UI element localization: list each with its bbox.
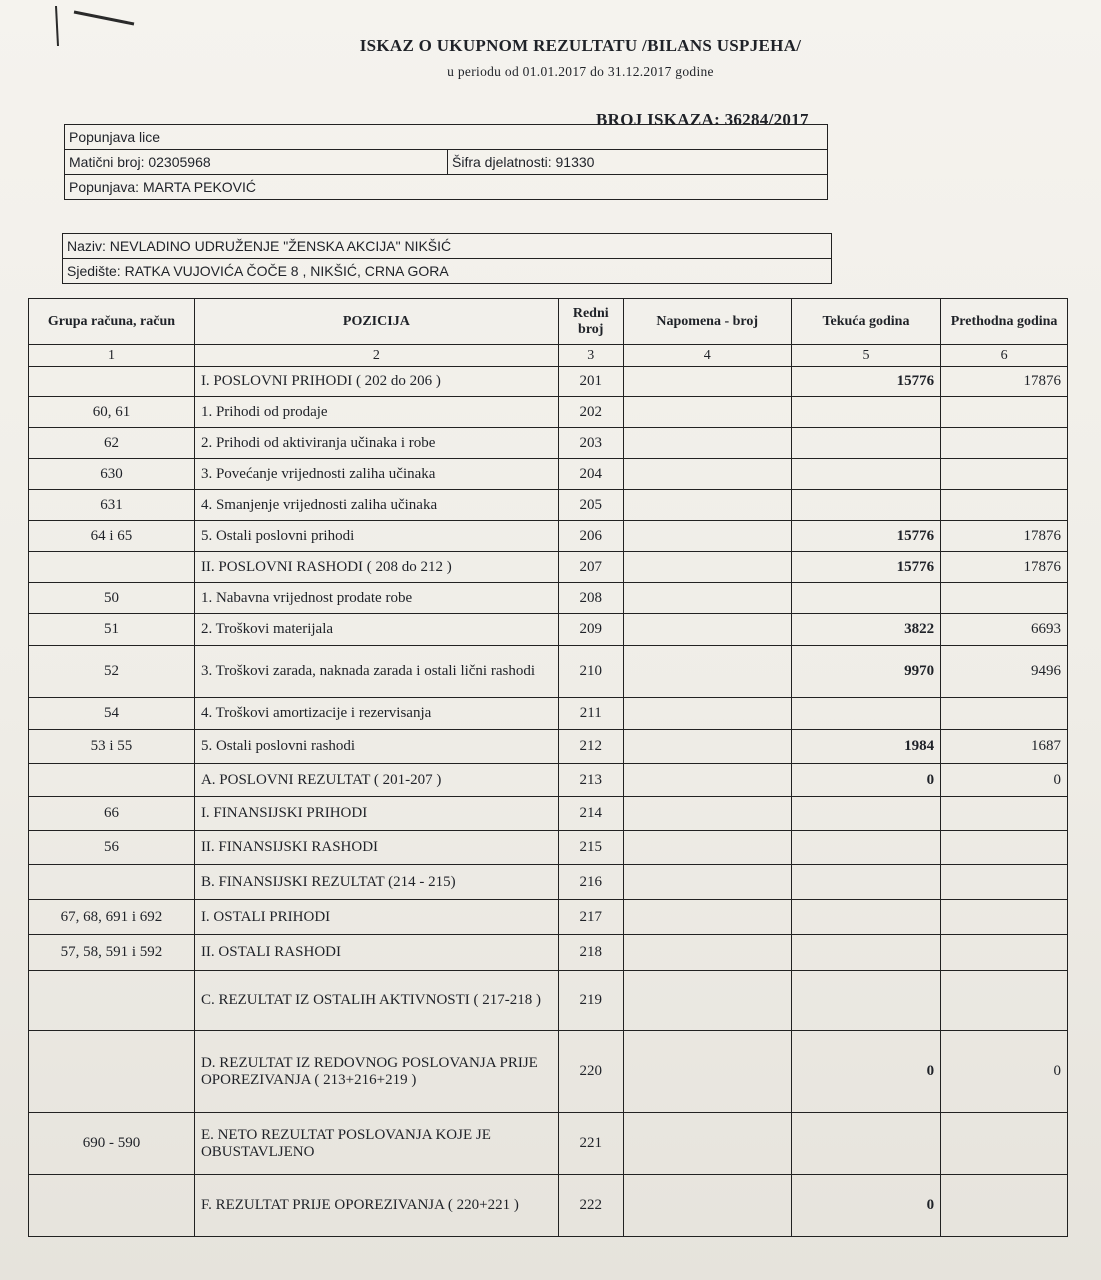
cell-napomena [623,428,791,459]
cell-pozicija: I. FINANSIJSKI PRIHODI [194,797,558,831]
cell-prethodna [941,428,1068,459]
column-number-row [29,345,1068,367]
cell-grupa: 631 [29,490,195,521]
cell-tekuca: 15776 [791,521,940,552]
cell-redni: 218 [558,935,623,971]
cell-redni: 204 [558,459,623,490]
report-period: u periodu od 01.01.2017 do 31.12.2017 godine [447,64,714,79]
cell-redni: 209 [558,614,623,646]
cell-tekuca [791,459,940,490]
cell-grupa [29,1175,195,1237]
sjediste-row [63,259,831,283]
table-row [29,490,1068,521]
cell-redni: 207 [558,552,623,583]
cell-prethodna [941,971,1068,1031]
cell-pozicija: A. POSLOVNI REZULTAT ( 201-207 ) [194,764,558,797]
cell-pozicija: 2. Prihodi od aktiviranja učinaka i robe [194,428,558,459]
cell-prethodna: 6693 [941,614,1068,646]
cell-napomena [623,552,791,583]
cell-pozicija: E. NETO REZULTAT POSLOVANJA KOJE JE OBUSTAVLJENO [194,1113,558,1175]
cell-grupa: 66 [29,797,195,831]
cell-redni: 220 [558,1031,623,1113]
cell-napomena [623,935,791,971]
cell-napomena [623,1113,791,1175]
cell-napomena [623,831,791,865]
cell-tekuca: 9970 [791,646,940,698]
table-row [29,646,1068,698]
table-row [29,900,1068,935]
cell-redni: 222 [558,1175,623,1237]
cell-tekuca [791,1113,940,1175]
cell-prethodna [941,583,1068,614]
cell-redni: 214 [558,797,623,831]
cell-redni: 221 [558,1113,623,1175]
cell-redni: 203 [558,428,623,459]
cell-pozicija: 3. Povećanje vrijednosti zaliha učinaka [194,459,558,490]
cell-pozicija: II. FINANSIJSKI RASHODI [194,831,558,865]
cell-tekuca [791,971,940,1031]
cell-napomena [623,490,791,521]
cell-pozicija: F. REZULTAT PRIJE OPOREZIVANJA ( 220+221 ) [194,1175,558,1237]
cell-napomena [623,367,791,397]
organization-box [62,233,832,284]
cell-prethodna [941,1175,1068,1237]
cell-grupa: 690 - 590 [29,1113,195,1175]
cell-pozicija: 5. Ostali poslovni prihodi [194,521,558,552]
cell-tekuca [791,698,940,730]
cell-napomena [623,730,791,764]
cell-pozicija: C. REZULTAT IZ OSTALIH AKTIVNOSTI ( 217-218 ) [194,971,558,1031]
cell-prethodna [941,459,1068,490]
organization-name: Naziv: NEVLADINO UDRUŽENJE "ŽENSKA AKCIJA" NIKŠIĆ [67,238,452,254]
col-number: 2 [194,345,558,367]
popunjava-name: Popunjava: MARTA PEKOVIĆ [69,179,257,195]
maticni-broj: Matični broj: 02305968 [69,154,211,170]
cell-redni: 208 [558,583,623,614]
cell-napomena [623,900,791,935]
cell-grupa: 51 [29,614,195,646]
col-number: 3 [558,345,623,367]
cell-pozicija: 4. Troškovi amortizacije i rezervisanja [194,698,558,730]
cell-prethodna [941,1113,1068,1175]
table-row [29,935,1068,971]
header-pozicija: POZICIJA [194,299,558,345]
cell-pozicija: 5. Ostali poslovni rashodi [194,730,558,764]
cell-grupa: 67, 68, 691 i 692 [29,900,195,935]
table-row [29,367,1068,397]
table-header-row [29,299,1068,345]
col-number: 1 [29,345,195,367]
cell-tekuca: 1984 [791,730,940,764]
cell-grupa: 57, 58, 591 i 592 [29,935,195,971]
cell-tekuca [791,490,940,521]
cell-prethodna [941,831,1068,865]
popunjava-lice-row [65,125,827,150]
cell-redni: 212 [558,730,623,764]
cell-prethodna: 17876 [941,367,1068,397]
cell-prethodna [941,865,1068,900]
cell-pozicija: 1. Prihodi od prodaje [194,397,558,428]
popunjava-row [65,175,827,199]
table-row [29,730,1068,764]
cell-tekuca [791,865,940,900]
cell-pozicija: 2. Troškovi materijala [194,614,558,646]
cell-redni: 213 [558,764,623,797]
table-row [29,797,1068,831]
report-number: BROJ ISKAZA: 36284/2017 [596,110,809,129]
organization-address: Sjedište: RATKA VUJOVIĆA ČOČE 8 , NIKŠIĆ, CRNA GORA [67,263,449,279]
cell-tekuca: 0 [791,764,940,797]
cell-tekuca [791,900,940,935]
cell-redni: 201 [558,367,623,397]
report-header [0,36,1101,80]
table-body [29,367,1068,1237]
cell-redni: 217 [558,900,623,935]
naziv-row [63,234,831,259]
cell-napomena [623,459,791,490]
cell-tekuca [791,428,940,459]
cell-pozicija: II. POSLOVNI RASHODI ( 208 do 212 ) [194,552,558,583]
cell-prethodna: 0 [941,764,1068,797]
cell-napomena [623,614,791,646]
header-napomena: Napomena - broj [623,299,791,345]
cell-tekuca [791,935,940,971]
col-number: 4 [623,345,791,367]
table-row [29,552,1068,583]
cell-grupa [29,764,195,797]
sifra-djelatnosti: Šifra djelatnosti: 91330 [447,150,594,174]
cell-prethodna [941,490,1068,521]
cell-tekuca [791,797,940,831]
cell-redni: 206 [558,521,623,552]
cell-prethodna [941,698,1068,730]
income-statement-table [28,298,1068,1237]
cell-grupa [29,552,195,583]
cell-grupa: 64 i 65 [29,521,195,552]
cell-redni: 202 [558,397,623,428]
cell-napomena [623,971,791,1031]
cell-tekuca: 15776 [791,367,940,397]
cell-tekuca [791,397,940,428]
cell-redni: 211 [558,698,623,730]
cell-napomena [623,1031,791,1113]
cell-tekuca: 0 [791,1031,940,1113]
cell-napomena [623,521,791,552]
cell-redni: 205 [558,490,623,521]
table-row [29,1113,1068,1175]
header-tekuca: Tekuća godina [791,299,940,345]
table-row [29,583,1068,614]
cell-prethodna [941,935,1068,971]
cell-napomena [623,397,791,428]
cell-grupa: 50 [29,583,195,614]
cell-pozicija: II. OSTALI RASHODI [194,935,558,971]
cell-redni: 215 [558,831,623,865]
table-row [29,971,1068,1031]
id-row [65,150,827,175]
cell-pozicija: 4. Smanjenje vrijednosti zaliha učinaka [194,490,558,521]
cell-grupa: 54 [29,698,195,730]
table-row [29,521,1068,552]
cell-grupa [29,367,195,397]
table-row [29,397,1068,428]
cell-pozicija: I. OSTALI PRIHODI [194,900,558,935]
cell-redni: 210 [558,646,623,698]
cell-grupa [29,971,195,1031]
table-row [29,698,1068,730]
table-row [29,865,1068,900]
cell-prethodna: 1687 [941,730,1068,764]
cell-napomena [623,583,791,614]
cell-prethodna: 0 [941,1031,1068,1113]
cell-prethodna: 17876 [941,521,1068,552]
cell-pozicija: 3. Troškovi zarada, naknada zarada i ostali lični rashodi [194,646,558,698]
cell-napomena [623,646,791,698]
cell-prethodna: 17876 [941,552,1068,583]
cell-redni: 216 [558,865,623,900]
cell-grupa: 53 i 55 [29,730,195,764]
table-row [29,428,1068,459]
cell-grupa: 52 [29,646,195,698]
header-redni: Redni broj [558,299,623,345]
cell-pozicija: B. FINANSIJSKI REZULTAT (214 - 215) [194,865,558,900]
cell-tekuca [791,831,940,865]
cell-grupa [29,1031,195,1113]
cell-pozicija: 1. Nabavna vrijednost prodate robe [194,583,558,614]
cell-pozicija: I. POSLOVNI PRIHODI ( 202 do 206 ) [194,367,558,397]
header-grupa: Grupa računa, račun [29,299,195,345]
cell-tekuca: 3822 [791,614,940,646]
table-row [29,1031,1068,1113]
cell-grupa: 60, 61 [29,397,195,428]
cell-napomena [623,1175,791,1237]
cell-tekuca: 15776 [791,552,940,583]
table-row [29,1175,1068,1237]
table-row [29,764,1068,797]
cell-napomena [623,698,791,730]
header-prethodna: Prethodna godina [941,299,1068,345]
cell-prethodna: 9496 [941,646,1068,698]
table-row [29,614,1068,646]
cell-tekuca [791,583,940,614]
cell-prethodna [941,900,1068,935]
table-row [29,459,1068,490]
cell-prethodna [941,397,1068,428]
cell-pozicija: D. REZULTAT IZ REDOVNOG POSLOVANJA PRIJE OPOREZIVANJA ( 213+216+219 ) [194,1031,558,1113]
cell-napomena [623,764,791,797]
cell-grupa: 56 [29,831,195,865]
col-number: 5 [791,345,940,367]
table-row [29,831,1068,865]
cell-grupa: 62 [29,428,195,459]
cell-grupa [29,865,195,900]
cell-redni: 219 [558,971,623,1031]
cell-tekuca: 0 [791,1175,940,1237]
cell-grupa: 630 [29,459,195,490]
cell-napomena [623,865,791,900]
report-title: ISKAZ O UKUPNOM REZULTATU /BILANS USPJEHA/ [359,36,802,55]
col-number: 6 [941,345,1068,367]
cell-prethodna [941,797,1068,831]
filler-info-box [64,124,828,200]
popunjava-lice-label: Popunjava lice [69,129,161,145]
cell-napomena [623,797,791,831]
